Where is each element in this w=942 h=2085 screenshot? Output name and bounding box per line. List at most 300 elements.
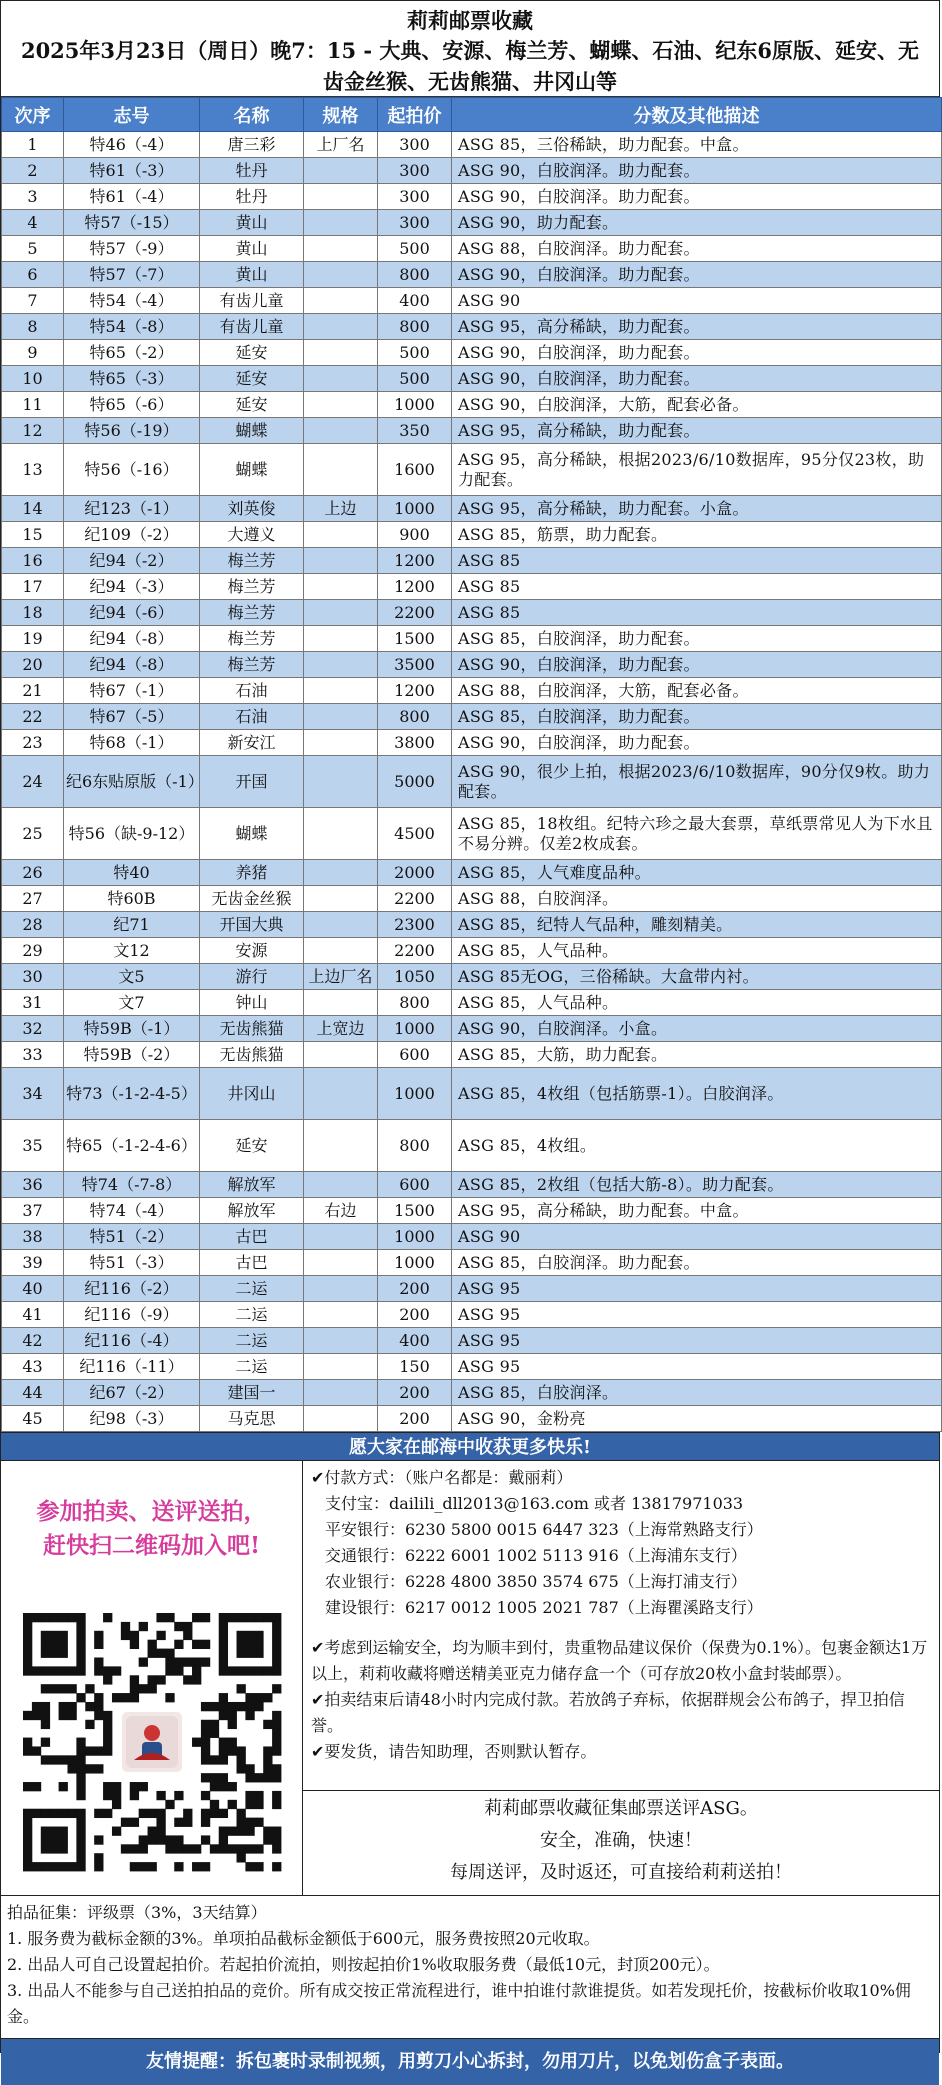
row-order: 45	[2, 1406, 64, 1432]
row-name: 唐三彩	[200, 132, 304, 158]
table-row	[2, 600, 942, 626]
row-order: 11	[2, 392, 64, 418]
reminder-banner: 友情提醒：拆包裹时录制视频，用剪刀小心拆封，勿用刀片，以免划伤盒子表面。	[1, 2039, 939, 2085]
row-order: 28	[2, 912, 64, 938]
row-code: 纪123（-1）	[64, 496, 200, 522]
row-spec	[304, 288, 378, 314]
row-start-price: 2000	[378, 860, 452, 886]
row-order: 8	[2, 314, 64, 340]
row-start-price: 2200	[378, 886, 452, 912]
row-name: 梅兰芳	[200, 626, 304, 652]
row-spec	[304, 1380, 378, 1406]
row-start-price: 500	[378, 366, 452, 392]
row-spec	[304, 1172, 378, 1198]
row-spec	[304, 522, 378, 548]
row-code: 特65（-1-2-4-6）	[64, 1120, 200, 1172]
table-row	[2, 1042, 942, 1068]
row-order: 33	[2, 1042, 64, 1068]
row-order: 31	[2, 990, 64, 1016]
row-name: 无齿熊猫	[200, 1042, 304, 1068]
row-order: 10	[2, 366, 64, 392]
row-start-price: 2300	[378, 912, 452, 938]
row-order: 43	[2, 1354, 64, 1380]
table-row	[2, 912, 942, 938]
row-spec	[304, 1276, 378, 1302]
terms-item-3: 3. 出品人不能参与自己送拍拍品的竞价。所有成交按正常流程进行，谁中拍谁付款谁提货。如若发现托价，按截标价收取10%佣金。	[7, 1981, 911, 2026]
row-start-price: 200	[378, 1302, 452, 1328]
row-code: 特56（-19）	[64, 418, 200, 444]
row-start-price: 500	[378, 340, 452, 366]
row-description: ASG 85，纪特人气品种，雕刻精美。	[452, 912, 942, 938]
row-spec	[304, 392, 378, 418]
row-order: 2	[2, 158, 64, 184]
row-order: 26	[2, 860, 64, 886]
row-description: ASG 85，白胶润泽，助力配套。	[452, 704, 942, 730]
row-code: 特74（-4）	[64, 1198, 200, 1224]
stamp-table	[1, 97, 942, 1432]
row-spec	[304, 912, 378, 938]
row-description: ASG 85	[452, 548, 942, 574]
row-description: ASG 85	[452, 574, 942, 600]
row-order: 39	[2, 1250, 64, 1276]
row-start-price: 3500	[378, 652, 452, 678]
row-description: ASG 90	[452, 1224, 942, 1250]
row-code: 特67（-5）	[64, 704, 200, 730]
row-order: 6	[2, 262, 64, 288]
col-header-code: 志号	[64, 98, 200, 132]
row-spec	[304, 938, 378, 964]
row-spec	[304, 1328, 378, 1354]
table-row	[2, 496, 942, 522]
payment-ccb-bank: 建设银行：6217 0012 1005 2021 787（上海瞿溪路支行）	[325, 1598, 763, 1617]
table-row	[2, 1302, 942, 1328]
table-row	[2, 990, 942, 1016]
row-order: 12	[2, 418, 64, 444]
row-name: 二运	[200, 1302, 304, 1328]
row-spec	[304, 184, 378, 210]
row-name: 安源	[200, 938, 304, 964]
row-name: 黄山	[200, 210, 304, 236]
row-name: 古巴	[200, 1224, 304, 1250]
row-start-price: 1200	[378, 548, 452, 574]
row-code: 特68（-1）	[64, 730, 200, 756]
row-code: 特59B（-1）	[64, 1016, 200, 1042]
row-name: 牡丹	[200, 158, 304, 184]
row-spec	[304, 886, 378, 912]
row-code: 特56（-16）	[64, 444, 200, 496]
table-row	[2, 1250, 942, 1276]
table-row	[2, 756, 942, 808]
table-row	[2, 366, 942, 392]
row-description: ASG 85，筋票，助力配套。	[452, 522, 942, 548]
row-description: ASG 95，高分稀缺，助力配套。	[452, 314, 942, 340]
row-spec	[304, 262, 378, 288]
row-name: 游行	[200, 964, 304, 990]
table-row	[2, 886, 942, 912]
row-name: 梅兰芳	[200, 574, 304, 600]
row-order: 27	[2, 886, 64, 912]
row-spec: 上边	[304, 496, 378, 522]
row-code: 特51（-3）	[64, 1250, 200, 1276]
row-name: 有齿儿童	[200, 288, 304, 314]
row-order: 21	[2, 678, 64, 704]
table-row	[2, 860, 942, 886]
row-spec	[304, 1250, 378, 1276]
row-start-price: 800	[378, 314, 452, 340]
row-description: ASG 90，白胶润泽。助力配套。	[452, 262, 942, 288]
row-spec	[304, 730, 378, 756]
row-code: 纪94（-8）	[64, 626, 200, 652]
row-order: 24	[2, 756, 64, 808]
row-order: 22	[2, 704, 64, 730]
row-name: 开国	[200, 756, 304, 808]
row-code: 特51（-2）	[64, 1224, 200, 1250]
row-description: ASG 85，4枚组。	[452, 1120, 942, 1172]
row-spec	[304, 652, 378, 678]
row-spec	[304, 366, 378, 392]
row-code: 文5	[64, 964, 200, 990]
row-spec	[304, 1224, 378, 1250]
row-name: 蝴蝶	[200, 444, 304, 496]
table-row	[2, 1276, 942, 1302]
row-order: 18	[2, 600, 64, 626]
qr-code-icon[interactable]	[23, 1613, 281, 1871]
payment-pingan-bank: 平安银行：6230 5800 0015 6447 323（上海常熟路支行）	[325, 1520, 763, 1539]
row-name: 延安	[200, 366, 304, 392]
row-name: 蝴蝶	[200, 808, 304, 860]
row-spec	[304, 990, 378, 1016]
table-row	[2, 678, 942, 704]
row-name: 牡丹	[200, 184, 304, 210]
table-row	[2, 184, 942, 210]
row-code: 文7	[64, 990, 200, 1016]
row-start-price: 1000	[378, 1250, 452, 1276]
row-code: 纪109（-2）	[64, 522, 200, 548]
row-code: 特61（-3）	[64, 158, 200, 184]
row-spec: 上边厂名	[304, 964, 378, 990]
table-row	[2, 548, 942, 574]
row-code: 纪94（-2）	[64, 548, 200, 574]
row-description: ASG 88，白胶润泽，大筋，配套必备。	[452, 678, 942, 704]
row-code: 纪6东贴原版（-1）	[64, 756, 200, 808]
row-description: ASG 95	[452, 1302, 942, 1328]
row-description: ASG 85，白胶润泽。	[452, 1380, 942, 1406]
row-description: ASG 90，白胶润泽，大筋，配套必备。	[452, 392, 942, 418]
row-description: ASG 95，高分稀缺，助力配套。中盒。	[452, 1198, 942, 1224]
row-code: 特40	[64, 860, 200, 886]
terms-item-2: 2. 出品人可自己设置起拍价。若起拍价流拍，则按起拍价1%收取服务费（最低10元，封顶200元）。	[7, 1955, 720, 1974]
row-order: 9	[2, 340, 64, 366]
row-description: ASG 85，三俗稀缺，助力配套。中盒。	[452, 132, 942, 158]
row-spec	[304, 1120, 378, 1172]
row-spec	[304, 444, 378, 496]
row-description: ASG 85无OG，三俗稀缺。大盒带内衬。	[452, 964, 942, 990]
note-payment-deadline: ✔拍卖结束后请48小时内完成付款。若放鸽子弃标，依据群规会公布鸽子，捍卫拍信誉。	[311, 1690, 905, 1735]
row-name: 黄山	[200, 236, 304, 262]
table-row	[2, 1120, 942, 1172]
row-start-price: 2200	[378, 600, 452, 626]
row-description: ASG 88，白胶润泽。助力配套。	[452, 236, 942, 262]
col-header-name: 名称	[200, 98, 304, 132]
table-row	[2, 158, 942, 184]
row-code: 特57（-9）	[64, 236, 200, 262]
terms-item-1: 1. 服务费为截标金额的3%。单项拍品截标金额低于600元，服务费按照20元收取。	[7, 1929, 600, 1948]
row-order: 1	[2, 132, 64, 158]
row-start-price: 600	[378, 1172, 452, 1198]
table-row	[2, 236, 942, 262]
row-order: 20	[2, 652, 64, 678]
consignment-terms	[1, 1896, 939, 2039]
row-description: ASG 85	[452, 600, 942, 626]
row-description: ASG 85，人气品种。	[452, 990, 942, 1016]
row-name: 马克思	[200, 1406, 304, 1432]
table-row	[2, 730, 942, 756]
row-code: 纪71	[64, 912, 200, 938]
page-header	[1, 1, 939, 97]
row-description: ASG 85，18枚组。纪特六珍之最大套票，草纸票常见人为下水且不易分辨。仅差2枚成套。	[452, 808, 942, 860]
row-code: 纪94（-3）	[64, 574, 200, 600]
page-subtitle-line2: 齿金丝猴、无齿熊猫、井冈山等	[323, 69, 617, 94]
row-code: 纪116（-9）	[64, 1302, 200, 1328]
col-header-spec: 规格	[304, 98, 378, 132]
table-row	[2, 262, 942, 288]
row-name: 二运	[200, 1354, 304, 1380]
wish-banner: 愿大家在邮海中收获更多快乐!	[1, 1432, 939, 1461]
table-row	[2, 210, 942, 236]
row-start-price: 350	[378, 418, 452, 444]
row-code: 特67（-1）	[64, 678, 200, 704]
table-row	[2, 288, 942, 314]
row-order: 16	[2, 548, 64, 574]
slogan-line3: 每周送评，及时返还，可直接给莉莉送拍！	[450, 1862, 792, 1883]
row-spec	[304, 210, 378, 236]
row-name: 石油	[200, 704, 304, 730]
row-name: 刘英俊	[200, 496, 304, 522]
page-title: 莉莉邮票收藏	[407, 8, 533, 33]
row-code: 纪116（-2）	[64, 1276, 200, 1302]
row-order: 5	[2, 236, 64, 262]
row-start-price: 1200	[378, 574, 452, 600]
row-description: ASG 90，白胶润泽，助力配套。	[452, 340, 942, 366]
row-order: 32	[2, 1016, 64, 1042]
row-spec: 上厂名	[304, 132, 378, 158]
row-name: 梅兰芳	[200, 600, 304, 626]
row-start-price: 150	[378, 1354, 452, 1380]
row-spec	[304, 340, 378, 366]
row-start-price: 900	[378, 522, 452, 548]
row-code: 纪94（-8）	[64, 652, 200, 678]
join-line1: 参加拍卖、送评送拍，	[36, 1498, 267, 1525]
row-code: 特57（-7）	[64, 262, 200, 288]
row-description: ASG 95	[452, 1276, 942, 1302]
terms-title: 拍品征集：评级票（3%，3天结算）	[7, 1903, 267, 1922]
payment-panel	[303, 1461, 939, 1895]
row-start-price: 2200	[378, 938, 452, 964]
row-name: 井冈山	[200, 1068, 304, 1120]
row-spec	[304, 756, 378, 808]
col-header-description: 分数及其他描述	[452, 98, 942, 132]
row-name: 开国大典	[200, 912, 304, 938]
row-start-price: 5000	[378, 756, 452, 808]
row-start-price: 1500	[378, 1198, 452, 1224]
row-spec	[304, 314, 378, 340]
row-start-price: 1050	[378, 964, 452, 990]
row-order: 42	[2, 1328, 64, 1354]
row-description: ASG 90，白胶润泽。助力配套。	[452, 158, 942, 184]
col-header-order: 次序	[2, 98, 64, 132]
table-row	[2, 1380, 942, 1406]
table-row	[2, 652, 942, 678]
row-start-price: 1000	[378, 496, 452, 522]
row-start-price: 1200	[378, 678, 452, 704]
table-row	[2, 574, 942, 600]
row-description: ASG 85，2枚组（包括大筋-8）。助力配套。	[452, 1172, 942, 1198]
row-name: 养猪	[200, 860, 304, 886]
row-description: ASG 90，白胶润泽。助力配套。	[452, 184, 942, 210]
row-start-price: 200	[378, 1276, 452, 1302]
row-code: 纪98（-3）	[64, 1406, 200, 1432]
table-row	[2, 340, 942, 366]
row-order: 7	[2, 288, 64, 314]
row-spec: 上宽边	[304, 1016, 378, 1042]
row-description: ASG 88，白胶润泽。	[452, 886, 942, 912]
table-row	[2, 1198, 942, 1224]
row-spec	[304, 600, 378, 626]
table-row	[2, 1172, 942, 1198]
row-description: ASG 85，白胶润泽，助力配套。	[452, 626, 942, 652]
payment-info	[303, 1461, 939, 1791]
row-name: 石油	[200, 678, 304, 704]
table-row	[2, 704, 942, 730]
row-name: 解放军	[200, 1198, 304, 1224]
row-description: ASG 95，高分稀缺，助力配套。	[452, 418, 942, 444]
row-order: 38	[2, 1224, 64, 1250]
row-code: 特56（缺-9-12）	[64, 808, 200, 860]
row-description: ASG 90，白胶润泽，助力配套。	[452, 652, 942, 678]
table-row	[2, 1224, 942, 1250]
row-name: 古巴	[200, 1250, 304, 1276]
row-spec	[304, 236, 378, 262]
row-name: 梅兰芳	[200, 652, 304, 678]
table-row	[2, 1328, 942, 1354]
row-name: 有齿儿童	[200, 314, 304, 340]
row-code: 特65（-3）	[64, 366, 200, 392]
row-spec	[304, 678, 378, 704]
row-code: 特65（-6）	[64, 392, 200, 418]
payment-alipay: 支付宝：dailili_dll2013@163.com 或者 13817971033	[325, 1494, 744, 1513]
row-start-price: 300	[378, 132, 452, 158]
table-row	[2, 938, 942, 964]
row-name: 解放军	[200, 1172, 304, 1198]
table-row	[2, 964, 942, 990]
row-order: 23	[2, 730, 64, 756]
row-order: 19	[2, 626, 64, 652]
row-code: 文12	[64, 938, 200, 964]
row-name: 无齿熊猫	[200, 1016, 304, 1042]
row-order: 36	[2, 1172, 64, 1198]
table-row	[2, 444, 942, 496]
slogan-line2: 安全，准确，快速！	[540, 1830, 702, 1851]
row-name: 梅兰芳	[200, 548, 304, 574]
row-start-price: 800	[378, 990, 452, 1016]
row-description: ASG 90，白胶润泽。小盒。	[452, 1016, 942, 1042]
row-description: ASG 95	[452, 1354, 942, 1380]
table-row	[2, 418, 942, 444]
qr-panel	[1, 1461, 303, 1895]
row-start-price: 400	[378, 288, 452, 314]
note-shipping: ✔考虑到运输安全，均为顺丰到付，贵重物品建议保价（保费为0.1%）。包裹金额达1万以上，莉莉收藏将赠送精美亚克力储存盒一个（可存放20枚小盒封装邮票）。	[311, 1638, 928, 1683]
row-description: ASG 90，很少上拍，根据2023/6/10数据库，90分仅9枚。助力配套。	[452, 756, 942, 808]
table-row	[2, 1016, 942, 1042]
row-order: 4	[2, 210, 64, 236]
row-name: 大遵义	[200, 522, 304, 548]
table-row	[2, 626, 942, 652]
row-order: 44	[2, 1380, 64, 1406]
row-spec	[304, 704, 378, 730]
row-spec	[304, 1068, 378, 1120]
row-spec	[304, 1354, 378, 1380]
row-description: ASG 85，大筋，助力配套。	[452, 1042, 942, 1068]
row-start-price: 200	[378, 1380, 452, 1406]
row-description: ASG 85，人气品种。	[452, 938, 942, 964]
row-name: 新安江	[200, 730, 304, 756]
table-row	[2, 522, 942, 548]
row-order: 14	[2, 496, 64, 522]
row-description: ASG 85，白胶润泽。助力配套。	[452, 1250, 942, 1276]
row-order: 29	[2, 938, 64, 964]
row-order: 25	[2, 808, 64, 860]
row-start-price: 1000	[378, 392, 452, 418]
row-code: 特57（-15）	[64, 210, 200, 236]
row-spec: 右边	[304, 1198, 378, 1224]
row-order: 30	[2, 964, 64, 990]
page-subtitle-line1: 2025年3月23日（周日）晚7：15 - 大典、安源、梅兰芳、蝴蝶、石油、纪东6原版、延安、无	[20, 38, 920, 63]
row-code: 特61（-4）	[64, 184, 200, 210]
row-start-price: 300	[378, 184, 452, 210]
table-row	[2, 132, 942, 158]
row-spec	[304, 1302, 378, 1328]
row-start-price: 1000	[378, 1224, 452, 1250]
row-start-price: 3800	[378, 730, 452, 756]
row-start-price: 1000	[378, 1068, 452, 1120]
row-name: 延安	[200, 392, 304, 418]
row-description: ASG 90，金粉亮	[452, 1406, 942, 1432]
row-name: 二运	[200, 1328, 304, 1354]
row-description: ASG 90，白胶润泽，助力配套。	[452, 730, 942, 756]
row-start-price: 400	[378, 1328, 452, 1354]
row-start-price: 800	[378, 262, 452, 288]
table-row	[2, 314, 942, 340]
row-spec	[304, 1406, 378, 1432]
row-code: 纪94（-6）	[64, 600, 200, 626]
row-spec	[304, 158, 378, 184]
payment-abc-bank: 农业银行：6228 4800 3850 3574 675（上海打浦支行）	[325, 1572, 747, 1591]
row-start-price: 1000	[378, 1016, 452, 1042]
row-name: 黄山	[200, 262, 304, 288]
table-body	[2, 132, 942, 1432]
row-spec	[304, 860, 378, 886]
row-order: 34	[2, 1068, 64, 1120]
table-row	[2, 808, 942, 860]
row-spec	[304, 626, 378, 652]
row-name: 延安	[200, 1120, 304, 1172]
row-code: 特60B	[64, 886, 200, 912]
row-name: 无齿金丝猴	[200, 886, 304, 912]
row-code: 特65（-2）	[64, 340, 200, 366]
join-prompt	[1, 1495, 302, 1563]
slogan-line1: 莉莉邮票收藏征集邮票送评ASG。	[484, 1798, 758, 1819]
payment-notes	[311, 1635, 931, 1765]
